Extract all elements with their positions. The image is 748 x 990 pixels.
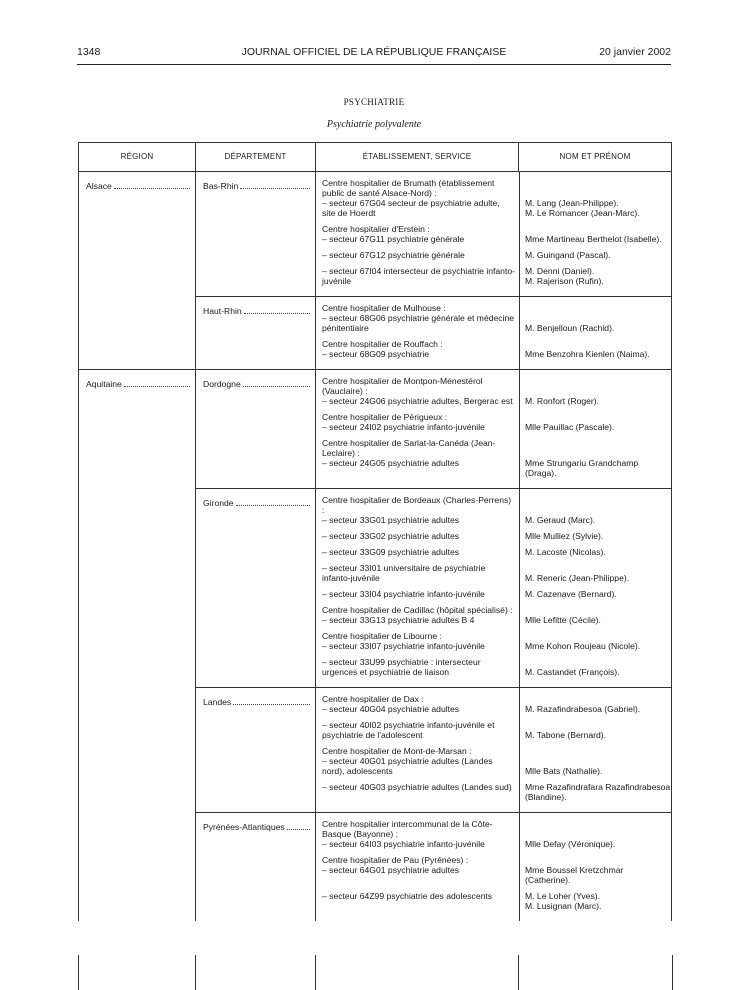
- service-row: [316, 720, 671, 740]
- region-cell: [79, 688, 196, 813]
- establishment-block: [316, 303, 671, 333]
- person-name: Mme Razafindrafara Razafindrabesoa (Blandine).: [525, 782, 671, 802]
- names-cell: [519, 515, 671, 525]
- issue-date: 20 janvier 2002: [599, 46, 671, 58]
- person-name: M. Rajerison (Rufin).: [525, 276, 604, 286]
- region-name: [79, 172, 195, 191]
- establishment-name: Centre hospitalier intercommunal de la Côte-Basque (Bayonne) :: [322, 819, 493, 839]
- person-name: Mlle Lefitte (Cécile).: [525, 615, 601, 625]
- page-number: 1348: [77, 46, 101, 58]
- service-line: [322, 313, 515, 333]
- service-cell: [316, 547, 519, 557]
- person-name: Mlle Defay (Véronique).: [525, 839, 616, 849]
- service-cell: [316, 515, 519, 525]
- departement-cell: [196, 489, 316, 688]
- names-cell: [519, 458, 671, 478]
- service-text: – secteur 67G12 psychiatrie générale: [322, 250, 465, 260]
- service-text: – secteur 40G04 psychiatrie adultes: [322, 704, 460, 714]
- establishments-cell: [316, 489, 672, 688]
- col-header-etablissement: ÉTABLISSEMENT, SERVICE: [316, 143, 519, 172]
- establishment-name: Centre hospitalier de Libourne :: [322, 631, 442, 641]
- service-line: [322, 657, 515, 677]
- service-cell: [316, 756, 519, 776]
- names-cell: [519, 198, 671, 218]
- departement-cell: [196, 813, 316, 922]
- names-cell: [519, 657, 671, 677]
- departement-name-text: Bas-Rhin: [203, 181, 239, 191]
- establishment-block: [316, 746, 671, 802]
- service-cell: [316, 891, 519, 911]
- names-cell: [519, 266, 671, 286]
- person-name: M. Cazenave (Bernard).: [525, 589, 617, 599]
- person-name: Mme Martineau Berthelot (Isabelle).: [525, 234, 662, 244]
- service-row: [316, 531, 671, 541]
- region-name-text: Aquitaine: [86, 379, 122, 389]
- establishment-name: Centre hospitalier de Mulhouse :: [322, 303, 446, 313]
- service-text: – secteur 24G06 psychiatrie adultes, Bergerac est: [322, 396, 513, 406]
- service-cell: [316, 313, 519, 333]
- service-row: [316, 615, 671, 625]
- person-name: Mlle Bats (Nathalie).: [525, 766, 603, 776]
- service-row: [316, 782, 671, 802]
- service-row: [316, 349, 671, 359]
- col-header-region: RÉGION: [79, 143, 196, 172]
- service-row: [316, 839, 671, 849]
- departement-cell: [196, 370, 316, 489]
- service-cell: [316, 782, 519, 802]
- establishments-cell: [316, 370, 672, 489]
- person-name: M. Reneric (Jean-Philippe).: [525, 573, 630, 583]
- table-header-row: [79, 143, 672, 172]
- establishment-name: Centre hospitalier de Mont-de-Marsan :: [322, 746, 472, 756]
- service-row: [316, 547, 671, 557]
- names-cell: [519, 839, 671, 849]
- person-name: M. Lacoste (Nicolas).: [525, 547, 606, 557]
- region-cell: [79, 489, 196, 688]
- departement-name-text: Haut-Rhin: [203, 306, 242, 316]
- service-line: [322, 891, 515, 901]
- person-name: Mlle Pauillac (Pascale).: [525, 422, 615, 432]
- service-text: – secteur 67I04 intersecteur de psychiatrie infanto-juvénile: [322, 266, 515, 286]
- establishment-block: [316, 178, 671, 218]
- establishment-block: [316, 605, 671, 625]
- col-header-nom: NOM ET PRÉNOM: [519, 143, 672, 172]
- establishment-name: Centre hospitalier de Sarlat-la-Canéda (Jean-Leclaire) :: [322, 438, 496, 458]
- service-row: [316, 234, 671, 244]
- page-header: [77, 46, 671, 60]
- dot-leader: [236, 498, 310, 506]
- person-name: M. Lang (Jean-Philippe).: [525, 198, 619, 208]
- establishment-block: [316, 855, 671, 911]
- establishment-block: [316, 412, 671, 432]
- service-text: – secteur 33G09 psychiatrie adultes: [322, 547, 460, 557]
- dot-leader: [233, 697, 310, 705]
- region-cell: [79, 297, 196, 370]
- establishment-name: Centre hospitalier d'Erstein :: [322, 224, 430, 234]
- service-line: [322, 531, 515, 541]
- person-name: M. Ronfort (Roger).: [525, 396, 600, 406]
- service-line: [322, 458, 515, 468]
- service-text: – secteur 40G01 psychiatrie adultes (Landes nord), adolescents: [322, 756, 493, 776]
- service-line: [322, 234, 515, 244]
- person-name: Mme Strungariu Grandchamp (Draga).: [525, 458, 639, 478]
- service-cell: [316, 396, 519, 406]
- service-text: – secteur 33U99 psychiatrie : intersecteur urgences et psychiatrie de liaison: [322, 657, 481, 677]
- names-cell: [519, 891, 671, 911]
- establishments-cell: [316, 688, 672, 813]
- person-name: Mlle Mulliez (Sylvie).: [525, 531, 604, 541]
- establishment-block: [316, 224, 671, 286]
- names-cell: [519, 782, 671, 802]
- person-name: M. Le Romancer (Jean-Marc).: [525, 208, 640, 218]
- departement-name: [196, 688, 315, 707]
- establishment-block: [316, 495, 671, 599]
- establishments-cell: [316, 297, 672, 370]
- establishment-block: [316, 376, 671, 406]
- names-cell: [519, 704, 671, 714]
- service-row: [316, 756, 671, 776]
- service-line: [322, 839, 515, 849]
- names-cell: [519, 250, 671, 260]
- names-cell: [519, 313, 671, 333]
- service-line: [322, 589, 515, 599]
- service-row: [316, 313, 671, 333]
- service-cell: [316, 615, 519, 625]
- service-cell: [316, 720, 519, 740]
- names-cell: [519, 641, 671, 651]
- person-name: Mme Boussel Kretzchmar (Catherine).: [525, 865, 624, 885]
- subsection-title: Psychiatrie polyvalente: [326, 119, 422, 130]
- service-row: [316, 250, 671, 260]
- establishment-name: Centre hospitalier de Périgueux :: [322, 412, 448, 422]
- person-name: M. Denni (Daniel).: [525, 266, 595, 276]
- table-row: [79, 688, 672, 813]
- region-name: [79, 370, 195, 389]
- table-row: [79, 297, 672, 370]
- person-name: M. Geraud (Marc).: [525, 515, 596, 525]
- service-line: [322, 396, 515, 406]
- journal-title: JOURNAL OFFICIEL DE LA RÉPUBLIQUE FRANÇAISE: [241, 46, 507, 58]
- service-cell: [316, 531, 519, 541]
- names-cell: [519, 756, 671, 776]
- establishment-block: [316, 339, 671, 359]
- dot-leader: [287, 822, 310, 830]
- service-line: [322, 720, 515, 740]
- service-row: [316, 198, 671, 218]
- service-cell: [316, 458, 519, 478]
- departement-name: [196, 813, 315, 832]
- dot-leader: [243, 379, 310, 387]
- header-rule: [77, 64, 671, 65]
- service-line: [322, 515, 515, 525]
- departement-name-text: Dordogne: [203, 379, 241, 389]
- person-name: Mme Benzohra Kienlen (Naima).: [525, 349, 650, 359]
- service-text: – secteur 33I04 psychiatrie infanto-juvénile: [322, 589, 485, 599]
- departement-name-text: Landes: [203, 697, 232, 707]
- service-text: – secteur 33I07 psychiatrie infanto-juvénile: [322, 641, 485, 651]
- departement-cell: [196, 172, 316, 297]
- departement-cell: [196, 688, 316, 813]
- service-text: – secteur 24G05 psychiatrie adultes: [322, 458, 460, 468]
- region-cell: [79, 813, 196, 922]
- service-line: [322, 756, 515, 776]
- service-cell: [316, 563, 519, 583]
- departement-name: [196, 172, 315, 191]
- establishment-block: [316, 438, 671, 478]
- service-line: [322, 349, 515, 359]
- dot-leader: [114, 181, 190, 189]
- service-line: [322, 641, 515, 651]
- service-line: [322, 865, 515, 875]
- service-text: – secteur 33G02 psychiatrie adultes: [322, 531, 460, 541]
- person-name: M. Guingand (Pascal).: [525, 250, 611, 260]
- establishment-name: Centre hospitalier de Dax :: [322, 694, 424, 704]
- establishment-block: [316, 631, 671, 677]
- names-cell: [519, 563, 671, 583]
- service-text: – secteur 33G01 psychiatrie adultes: [322, 515, 460, 525]
- service-line: [322, 266, 515, 286]
- service-row: [316, 657, 671, 677]
- establishment-name: Centre hospitalier de Rouffach :: [322, 339, 443, 349]
- service-text: – secteur 68G09 psychiatrie: [322, 349, 430, 359]
- names-cell: [519, 349, 671, 359]
- service-row: [316, 891, 671, 911]
- service-row: [316, 458, 671, 478]
- region-cell: [79, 172, 196, 297]
- person-name: M. Lusignan (Marc).: [525, 901, 602, 911]
- service-text: – secteur 67G04 secteur de psychiatrie adulte, site de Hoerdt: [322, 198, 500, 218]
- service-cell: [316, 704, 519, 714]
- service-row: [316, 704, 671, 714]
- service-text: – secteur 67G11 psychiatrie générale: [322, 234, 465, 244]
- names-cell: [519, 865, 671, 885]
- service-line: [322, 250, 515, 260]
- service-line: [322, 563, 515, 583]
- service-line: [322, 704, 515, 714]
- service-text: – secteur 40G03 psychiatrie adultes (Landes sud): [322, 782, 512, 792]
- departement-name: [196, 297, 315, 316]
- service-cell: [316, 250, 519, 260]
- service-text: – secteur 33I01 universitaire de psychiatrie infanto-juvénile: [322, 563, 486, 583]
- names-cell: [519, 547, 671, 557]
- region-name-text: Alsace: [86, 181, 112, 191]
- service-line: [322, 782, 515, 792]
- names-cell: [519, 234, 671, 244]
- service-text: – secteur 33G13 psychiatrie adultes B 4: [322, 615, 475, 625]
- dot-leader: [124, 379, 190, 387]
- dot-leader: [240, 181, 310, 189]
- service-row: [316, 641, 671, 651]
- service-line: [322, 615, 515, 625]
- service-line: [322, 422, 515, 432]
- service-cell: [316, 234, 519, 244]
- col-header-departement: DÉPARTEMENT: [196, 143, 316, 172]
- section-title: PSYCHIATRIE: [343, 97, 405, 107]
- service-cell: [316, 589, 519, 599]
- departement-cell: [196, 297, 316, 370]
- names-cell: [519, 615, 671, 625]
- service-cell: [316, 266, 519, 286]
- establishment-block: [316, 694, 671, 740]
- service-row: [316, 266, 671, 286]
- table-row: [79, 370, 672, 489]
- service-text: – secteur 68G06 psychiatrie générale et médecine pénitentiaire: [322, 313, 515, 333]
- service-row: [316, 865, 671, 885]
- service-cell: [316, 657, 519, 677]
- person-name: Mme Kohon Roujeau (Nicole).: [525, 641, 641, 651]
- person-name: M. Le Loher (Yves).: [525, 891, 600, 901]
- service-row: [316, 422, 671, 432]
- service-cell: [316, 839, 519, 849]
- appointments-table: [78, 142, 672, 921]
- names-cell: [519, 422, 671, 432]
- establishment-block: [316, 819, 671, 849]
- service-row: [316, 396, 671, 406]
- person-name: M. Razafindrabesoa (Gabriel).: [525, 704, 641, 714]
- person-name: M. Tabone (Bernard).: [525, 730, 607, 740]
- dot-leader: [244, 306, 310, 314]
- establishment-name: Centre hospitalier de Montpon-Ménestérol (Vauclaire) :: [322, 376, 483, 396]
- departement-name: [196, 370, 315, 389]
- service-text: – secteur 64Z99 psychiatrie des adolescents: [322, 891, 493, 901]
- service-text: – secteur 64G01 psychiatrie adultes: [322, 865, 460, 875]
- service-line: [322, 198, 515, 218]
- establishments-cell: [316, 813, 672, 922]
- service-cell: [316, 349, 519, 359]
- table-row: [79, 813, 672, 922]
- service-text: – secteur 64I03 psychiatrie infanto-juvénile: [322, 839, 485, 849]
- establishment-name: Centre hospitalier de Bordeaux (Charles-Perrens) :: [322, 495, 512, 515]
- departement-name-text: Gironde: [203, 498, 234, 508]
- service-text: – secteur 40I02 psychiatrie infanto-juvénile et psychiatrie de l'adolescent: [322, 720, 495, 740]
- names-cell: [519, 396, 671, 406]
- region-cell: [79, 370, 196, 489]
- names-cell: [519, 531, 671, 541]
- service-cell: [316, 198, 519, 218]
- service-row: [316, 515, 671, 525]
- establishment-name: Centre hospitalier de Cadillac (hôpital spécialisé) :: [322, 605, 513, 615]
- service-cell: [316, 422, 519, 432]
- names-cell: [519, 589, 671, 599]
- service-row: [316, 563, 671, 583]
- table-row: [79, 489, 672, 688]
- service-line: [322, 547, 515, 557]
- service-cell: [316, 641, 519, 651]
- establishment-name: Centre hospitalier de Pau (Pyrénées) :: [322, 855, 469, 865]
- service-text: – secteur 24I02 psychiatrie infanto-juvénile: [322, 422, 485, 432]
- names-cell: [519, 720, 671, 740]
- service-cell: [316, 865, 519, 885]
- table-body: [79, 172, 672, 922]
- table-row: [79, 172, 672, 297]
- person-name: M. Castandet (François).: [525, 667, 620, 677]
- person-name: M. Benjelloun (Rachid).: [525, 323, 615, 333]
- establishments-cell: [316, 172, 672, 297]
- establishment-name: Centre hospitalier de Brumath (établissement public de santé Alsace-Nord) :: [322, 178, 495, 198]
- departement-name: [196, 489, 315, 508]
- departement-name-text: Pyrénées-Atlantiques: [203, 822, 285, 832]
- service-row: [316, 589, 671, 599]
